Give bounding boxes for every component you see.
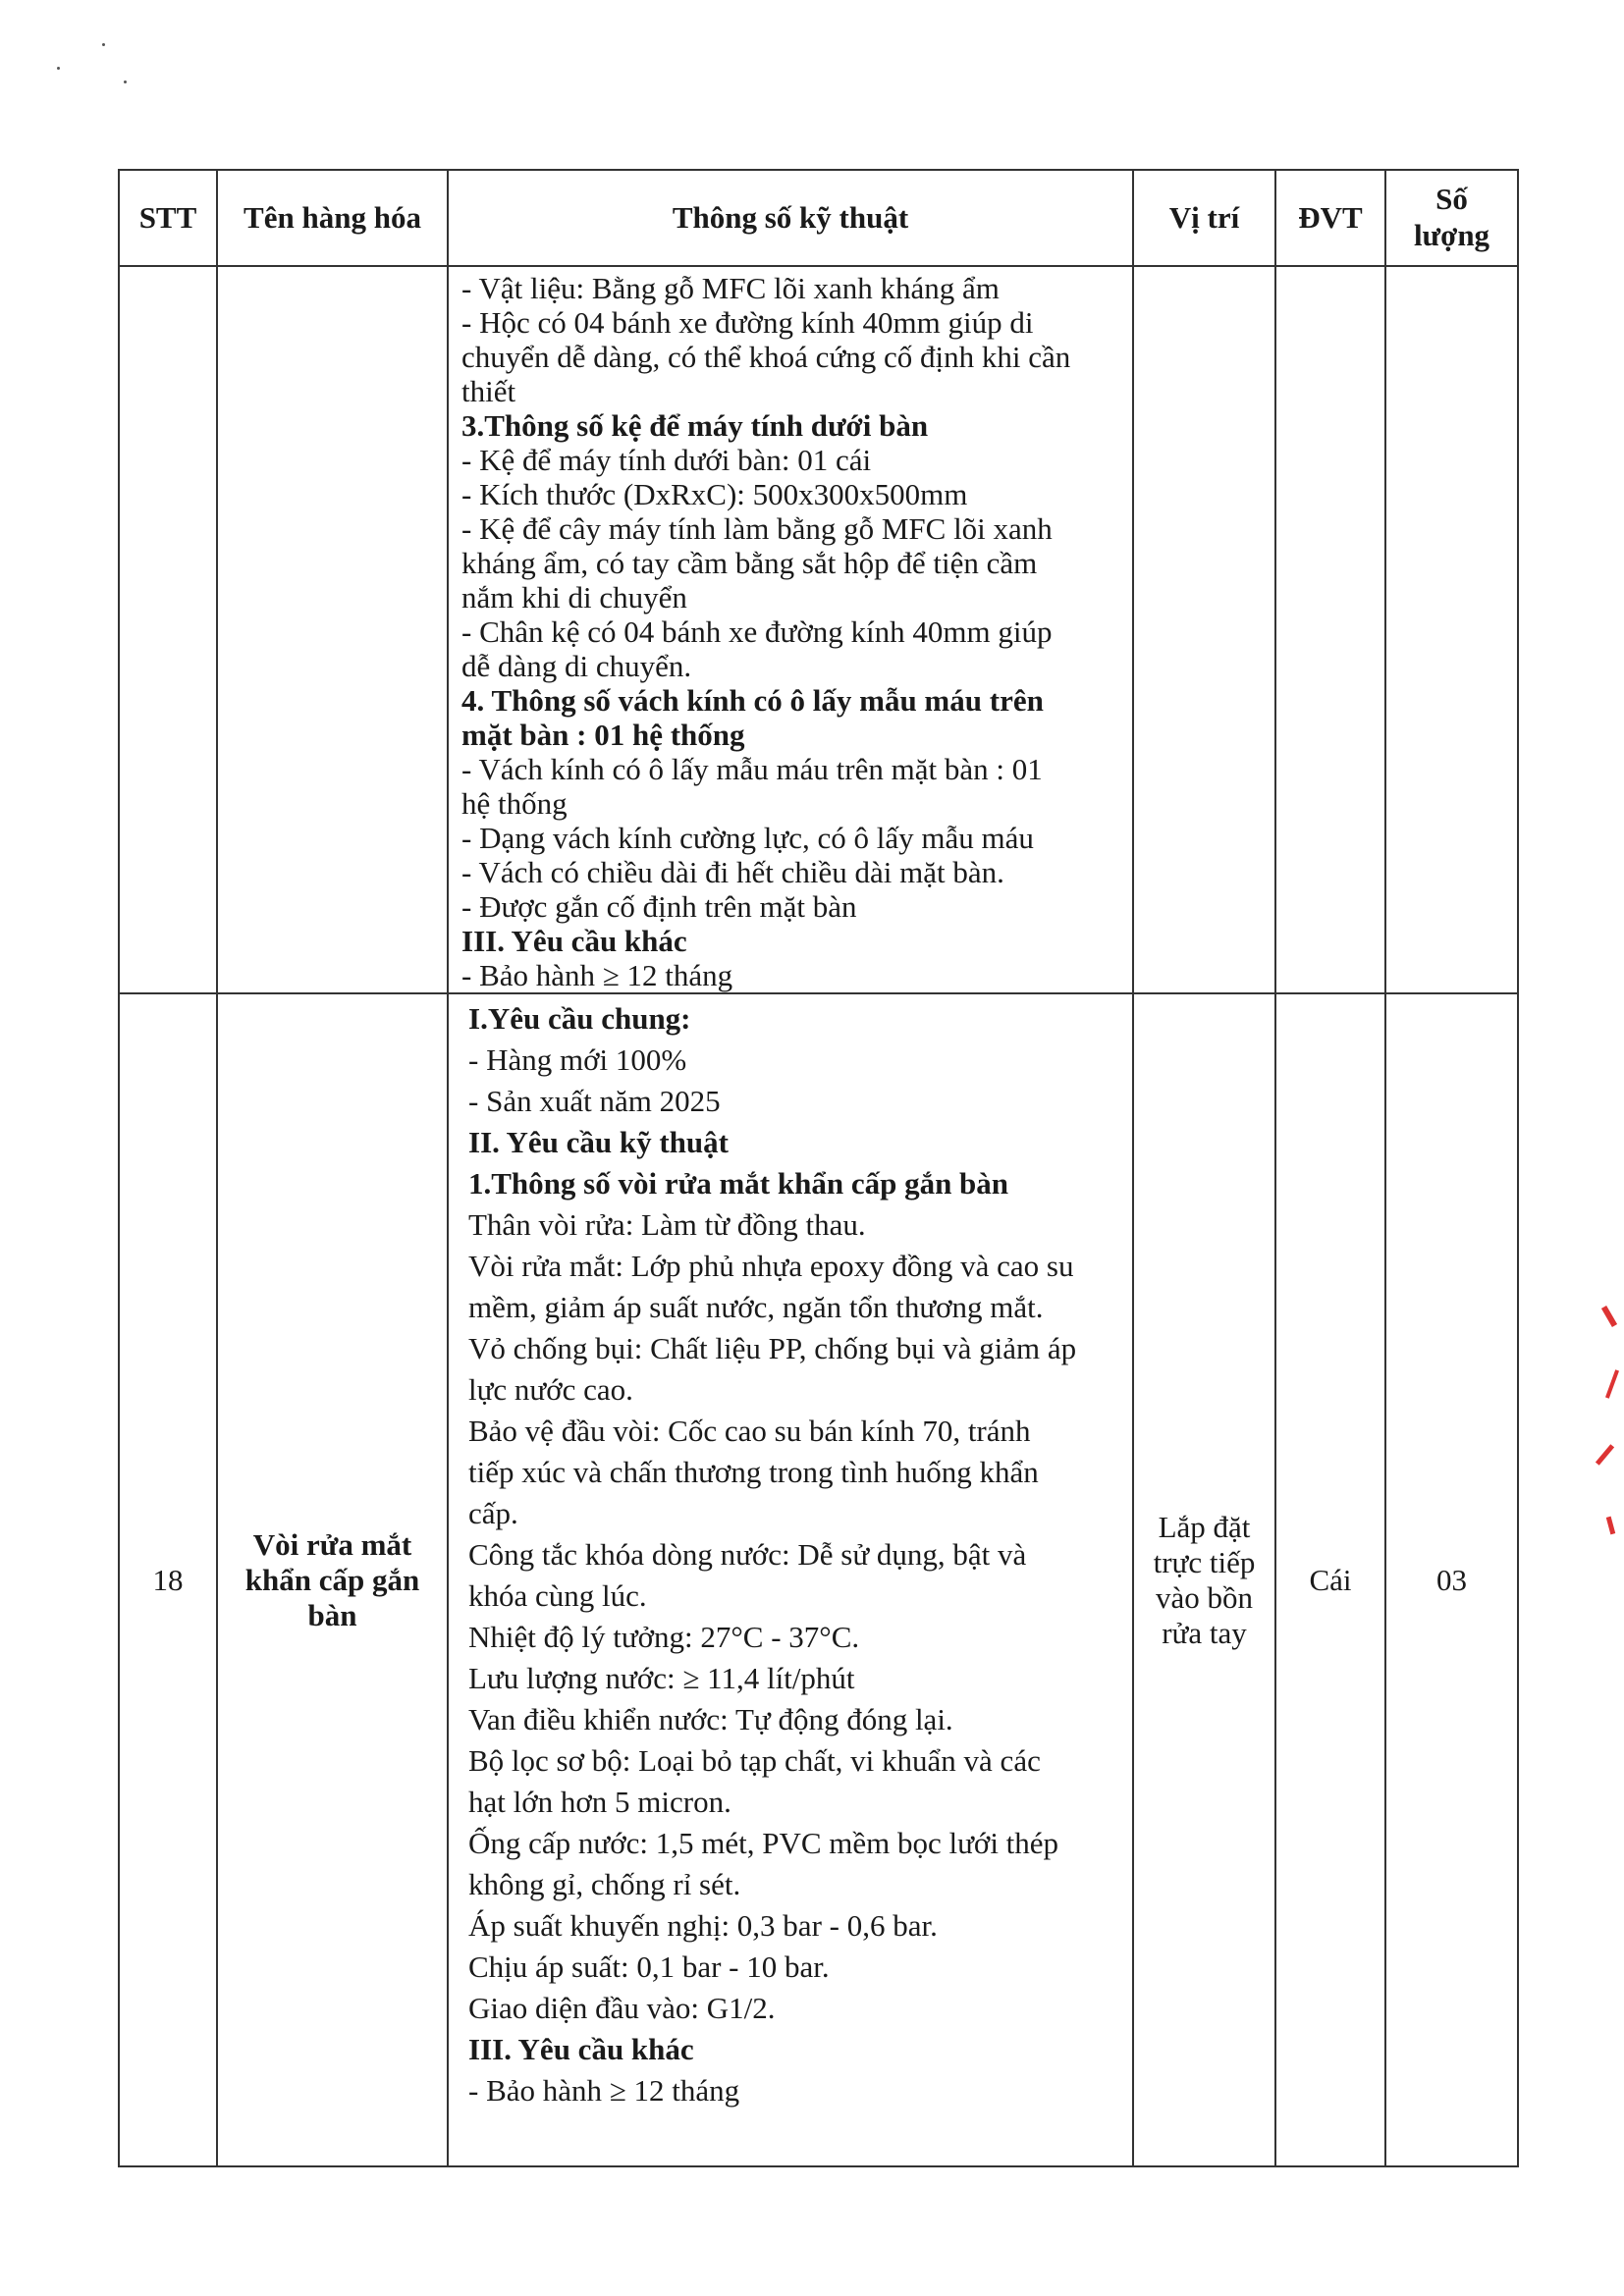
header-product-name: Tên hàng hóa — [244, 199, 421, 235]
spec-line: nắm khi di chuyển — [461, 580, 687, 614]
spec-line: Lưu lượng nước: ≥ 11,4 lít/phút — [468, 1661, 855, 1695]
spec-line: - Chân kệ có 04 bánh xe đường kính 40mm giúp — [461, 614, 1053, 649]
header-location: Vị trí — [1168, 199, 1240, 235]
spec-line: hạt lớn hơn 5 micron. — [468, 1785, 731, 1819]
header-unit: ĐVT — [1298, 199, 1363, 235]
spec-line: hệ thống — [461, 786, 568, 821]
spec-line: mềm, giảm áp suất nước, ngăn tổn thương mắt. — [468, 1290, 1044, 1324]
spec-line: - Hộc có 04 bánh xe đường kính 40mm giúp di — [461, 305, 1034, 340]
spec-heading-line: III. Yêu cầu khác — [461, 924, 687, 958]
spec-line: Chịu áp suất: 0,1 bar - 10 bar. — [468, 1949, 830, 1984]
spec-heading-line: 3.Thông số kệ để máy tính dưới bàn — [461, 408, 929, 443]
row18-unit: Cái — [1309, 1562, 1352, 1597]
spec-line: Bộ lọc sơ bộ: Loại bỏ tạp chất, vi khuẩn và các — [468, 1743, 1041, 1778]
stamp-edge-mark — [1596, 1444, 1614, 1466]
col-border — [216, 169, 218, 2167]
header-quantity — [1386, 169, 1517, 265]
spec-line: - Kệ để máy tính dưới bàn: 01 cái — [461, 443, 872, 477]
spec-line: - Dạng vách kính cường lực, có ô lấy mẫu máu — [461, 821, 1034, 855]
spec-heading-line: III. Yêu cầu khác — [468, 2032, 694, 2066]
stamp-edge-mark — [1605, 1369, 1619, 1399]
spec-heading-line: 1.Thông số vòi rửa mắt khẩn cấp gắn bàn — [468, 1166, 1009, 1201]
spec-line: - Vách có chiều dài đi hết chiều dài mặt bàn. — [461, 855, 1004, 889]
spec-line: Giao diện đầu vào: G1/2. — [468, 1991, 776, 2025]
spec-heading-line: II. Yêu cầu kỹ thuật — [468, 1125, 729, 1159]
row18-quantity: 03 — [1436, 1562, 1467, 1597]
scan-speck — [57, 67, 60, 70]
col-border — [447, 169, 449, 2167]
header-divider — [118, 265, 1519, 267]
spec-line: không gỉ, chống rỉ sét. — [468, 1867, 741, 1901]
spec-line: - Kích thước (DxRxC): 500x300x500mm — [461, 477, 968, 511]
spec-line: cấp. — [468, 1496, 518, 1530]
spec-line: dễ dàng di chuyển. — [461, 649, 692, 683]
prev-row-specifications — [461, 271, 1125, 992]
spec-line: - Bảo hành ≥ 12 tháng — [468, 2073, 740, 2108]
scan-speck — [102, 43, 105, 46]
stamp-edge-mark — [1601, 1306, 1617, 1327]
spec-line: khóa cùng lúc. — [468, 1578, 647, 1613]
header-quantity-line2: lượng — [1413, 218, 1490, 252]
header-specifications: Thông số kỹ thuật — [672, 199, 909, 235]
spec-line: kháng ẩm, có tay cầm bằng sắt hộp để tiện cầm — [461, 546, 1038, 580]
row18-product-name: Vòi rửa mắt khẩn cấp gắn bàn — [244, 1526, 420, 1632]
row18-location: Lắp đặt trực tiếp vào bồn rửa tay — [1153, 1509, 1256, 1650]
spec-line: Vòi rửa mắt: Lớp phủ nhựa epoxy đồng và cao su — [468, 1249, 1074, 1283]
table-border-bottom — [118, 2165, 1519, 2167]
spec-line: Vỏ chống bụi: Chất liệu PP, chống bụi và giảm áp — [468, 1331, 1077, 1365]
header-stt: STT — [138, 199, 197, 235]
row18-stt: 18 — [152, 1562, 184, 1597]
spec-line: Áp suất khuyến nghị: 0,3 bar - 0,6 bar. — [468, 1908, 938, 1943]
row18-specifications — [468, 998, 1126, 2111]
spec-line: chuyển dễ dàng, có thể khoá cứng cố định khi cần — [461, 340, 1071, 374]
spec-line: - Hàng mới 100% — [468, 1042, 687, 1077]
header-quantity-line1: Số — [1435, 182, 1468, 216]
spec-line: Công tắc khóa dòng nước: Dễ sử dụng, bật và — [468, 1537, 1027, 1572]
spec-line: - Vách kính có ô lấy mẫu máu trên mặt bàn : 01 — [461, 752, 1043, 786]
stamp-edge-mark — [1606, 1517, 1615, 1535]
spec-line: tiếp xúc và chấn thương trong tình huống khẩn — [468, 1455, 1039, 1489]
spec-line: Nhiệt độ lý tưởng: 27°C - 37°C. — [468, 1620, 860, 1654]
scan-speck — [124, 80, 127, 83]
spec-line: - Kệ để cây máy tính làm bằng gỗ MFC lõi xanh — [461, 511, 1053, 546]
spec-line: - Vật liệu: Bằng gỗ MFC lõi xanh kháng ẩm — [461, 271, 1000, 305]
col-border — [1132, 169, 1134, 2167]
spec-line: Van điều khiển nước: Tự động đóng lại. — [468, 1702, 953, 1736]
spec-line: Thân vòi rửa: Làm từ đồng thau. — [468, 1207, 866, 1242]
col-border — [1517, 169, 1519, 2167]
spec-line: thiết — [461, 374, 516, 408]
spec-heading-line: 4. Thông số vách kính có ô lấy mẫu máu trên — [461, 683, 1044, 718]
spec-heading-line: mặt bàn : 01 hệ thống — [461, 718, 745, 752]
spec-line: - Sản xuất năm 2025 — [468, 1084, 721, 1118]
spec-line: Ống cấp nước: 1,5 mét, PVC mềm bọc lưới thép — [468, 1826, 1059, 1860]
spec-line: - Được gắn cố định trên mặt bàn — [461, 889, 857, 924]
spec-line: - Bảo hành ≥ 12 tháng — [461, 958, 733, 992]
spec-heading-line: I.Yêu cầu chung: — [468, 1001, 691, 1036]
spec-line: Bảo vệ đầu vòi: Cốc cao su bán kính 70, tránh — [468, 1414, 1031, 1448]
spec-line: lực nước cao. — [468, 1372, 633, 1407]
